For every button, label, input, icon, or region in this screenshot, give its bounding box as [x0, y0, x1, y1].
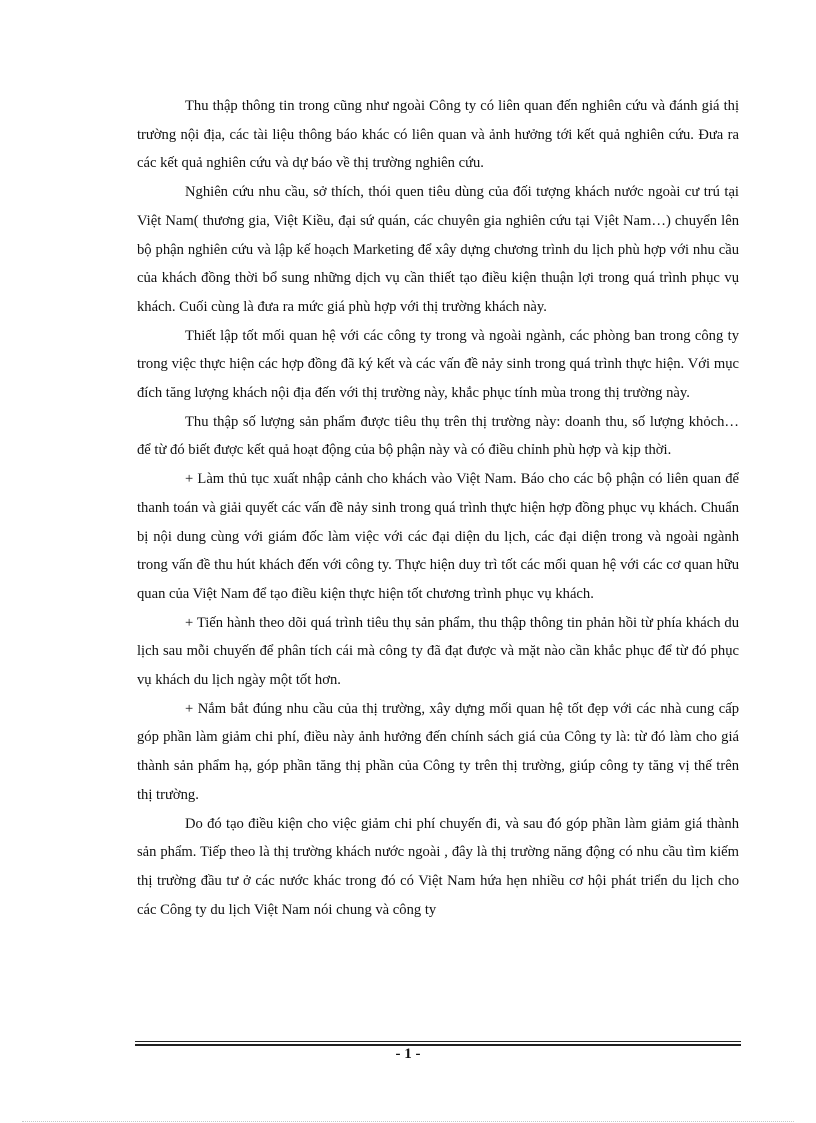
paragraph-8: Do đó tạo điều kiện cho việc giảm chi phí chuyến đi, và sau đó góp phần làm giảm giá thành sản phẩm. Tiếp theo là thị trường khách nước ngoài , đây là thị trường năng động có nhu cầu tìm kiếm thị trường đầu tư ở các nước khác trong đó có Việt Nam hứa hẹn nhiều cơ hội phát triển du lịch cho các Công ty du lịch Việt Nam nói chung và công ty: [137, 815, 739, 918]
paragraph-6: + Tiến hành theo dõi quá trình tiêu thụ sản phẩm, thu thập thông tin phản hồi từ phía khách du lịch sau mỗi chuyến để phân tích cái mà công ty đã đạt được và mặt nào cần khắc phục để từ đó phục vụ khách du lịch ngày một tốt hơn.: [137, 614, 739, 689]
page-bottom-border: [22, 1121, 794, 1122]
paragraph-4: Thu thập số lượng sản phẩm được tiêu thụ trên thị trường này: doanh thu, số lượng khỏch… để từ đó biết được kết quả hoạt động của bộ phận này và có điều chỉnh phù hợp và kịp thời.: [137, 413, 739, 459]
paragraph-2: Nghiên cứu nhu cầu, sở thích, thói quen tiêu dùng của đối tượng khách nước ngoài cư trú tại Việt Nam( thương gia, Việt Kiều, đại sứ quán, các chuyên gia nghiên cứu tại Vịêt Nam…) chuyển lên bộ phận nghiên cứu và lập kế hoạch Marketing để xây dựng chương trình du lịch phù hợp với nhu cầu của khách đồng thời bổ sung những dịch vụ cần thiết tạo điều kiện thuận lợi trong quá trình phục vụ khách. Cuối cùng là đưa ra mức giá phù hợp với thị trường khách này.: [137, 184, 739, 315]
document-body: [137, 92, 739, 924]
paragraph-5: + Làm thủ tục xuất nhập cảnh cho khách vào Việt Nam. Báo cho các bộ phận có liên quan để thanh toán và giải quyết các vấn đề nảy sinh trong quá trình thực hiện hợp đồng phục vụ khách. Chuẩn bị nội dung cùng với giám đốc làm việc với các đại diện du lịch, các đại diện trong và ngoài ngành trong vấn đề thu hút khách đến với công ty. Thực hiện duy trì tốt các mối quan hệ với các cơ quan hữu quan của Việt Nam để tạo điều kiện thực hiện tốt chương trình phục vụ khách.: [137, 471, 739, 602]
paragraph-3: Thiết lập tốt mối quan hệ với các công ty trong và ngoài ngành, các phòng ban trong công ty trong việc thực hiện các hợp đồng đã ký kết và các vấn đề nảy sinh trong quá trình thực hiện. Với mục đích tăng lượng khách nội địa đến với thị trường này, khắc phục tính mùa trong thị trường này.: [137, 327, 739, 402]
paragraph-7: + Nắm bắt đúng nhu cầu của thị trường, xây dựng mối quan hệ tốt đẹp với các nhà cung cấp góp phần làm giảm chi phí, điều này ảnh hưởng đến chính sách giá của Công ty là: từ đó làm cho giá thành sản phẩm hạ, góp phần tăng thị phần của Công ty trên thị trường, giúp công ty tăng vị thế trên thị trường.: [137, 700, 739, 803]
page-number: - 1 -: [395, 1046, 421, 1062]
paragraph-1: Thu thập thông tin trong cũng như ngoài Công ty có liên quan đến nghiên cứu và đánh giá thị trường nội địa, các tài liệu thông báo khác có liên quan và ảnh hưởng tới kết quả nghiên cứu. Đưa ra các kết quả nghiên cứu và dự báo về thị trường nghiên cứu.: [137, 98, 739, 172]
